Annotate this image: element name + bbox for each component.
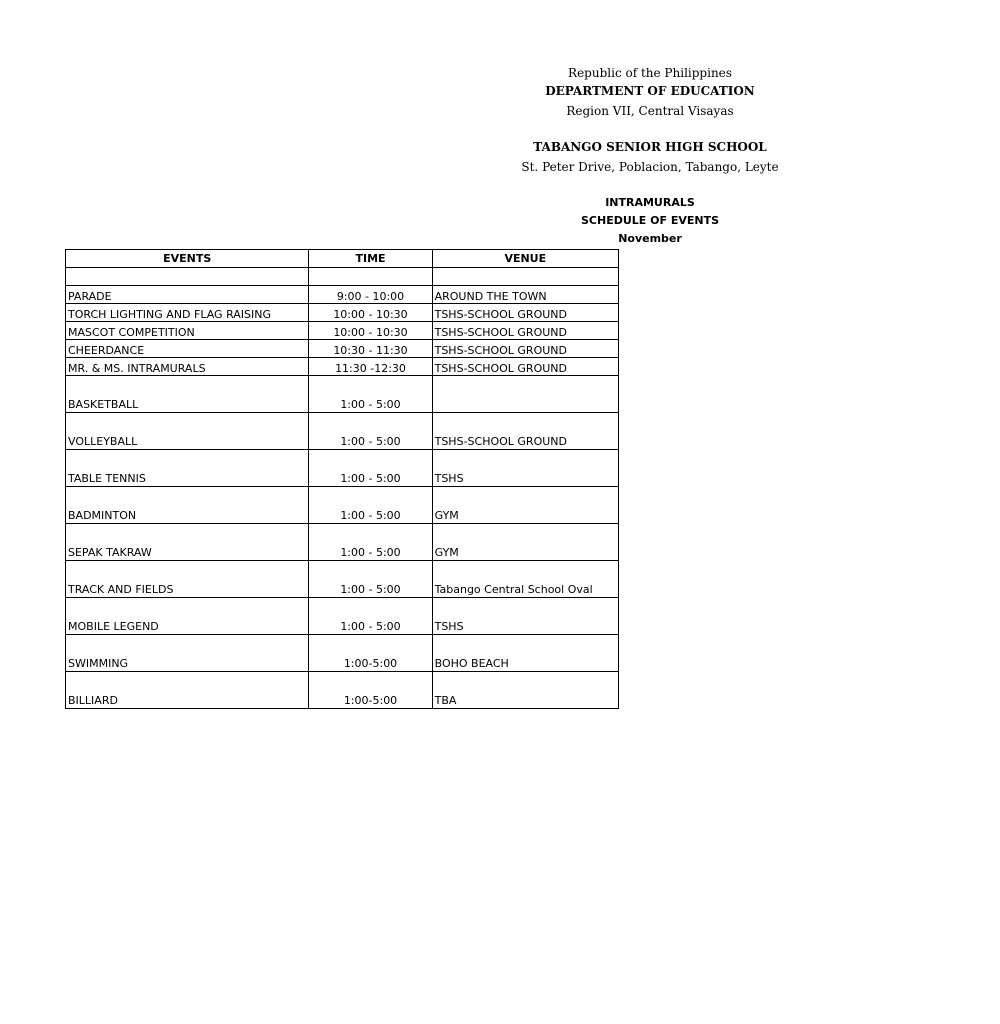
event-cell: PARADE — [66, 286, 309, 304]
time-cell: 1:00 - 5:00 — [309, 561, 432, 598]
column-header-venue: VENUE — [432, 250, 618, 268]
header-region: Region VII, Central Visayas — [566, 104, 734, 118]
venue-cell: TSHS-SCHOOL GROUND — [432, 322, 618, 340]
time-cell: 1:00 - 5:00 — [309, 598, 432, 635]
venue-cell: BOHO BEACH — [432, 635, 618, 672]
venue-cell: Tabango Central School Oval — [432, 561, 618, 598]
venue-cell — [432, 376, 618, 413]
table-row — [66, 598, 619, 635]
column-header-events: EVENTS — [66, 250, 309, 268]
event-cell: BADMINTON — [66, 487, 309, 524]
header-school-name: TABANGO SENIOR HIGH SCHOOL — [533, 140, 767, 154]
event-cell: BASKETBALL — [66, 376, 309, 413]
event-cell: MOBILE LEGEND — [66, 598, 309, 635]
header-date: November — [618, 232, 682, 245]
header-address: St. Peter Drive, Poblacion, Tabango, Leyte — [521, 160, 779, 174]
table-row — [66, 286, 619, 304]
venue-cell: TBA — [432, 672, 618, 709]
time-cell: 1:00 - 5:00 — [309, 376, 432, 413]
table-row — [66, 413, 619, 450]
time-cell: 1:00 - 5:00 — [309, 524, 432, 561]
venue-cell: TSHS-SCHOOL GROUND — [432, 413, 618, 450]
time-cell: 1:00 - 5:00 — [309, 450, 432, 487]
table-row — [66, 322, 619, 340]
table-row — [66, 304, 619, 322]
event-cell: MASCOT COMPETITION — [66, 322, 309, 340]
table-row — [66, 450, 619, 487]
table-row — [66, 672, 619, 709]
event-cell: CHEERDANCE — [66, 340, 309, 358]
table-header-row — [66, 250, 619, 268]
time-cell: 10:00 - 10:30 — [309, 304, 432, 322]
event-cell: TORCH LIGHTING AND FLAG RAISING — [66, 304, 309, 322]
header-department: DEPARTMENT OF EDUCATION — [545, 84, 755, 98]
venue-cell — [432, 268, 618, 286]
event-cell: SWIMMING — [66, 635, 309, 672]
table-row — [66, 376, 619, 413]
event-cell: MR. & MS. INTRAMURALS — [66, 358, 309, 376]
event-cell: SEPAK TAKRAW — [66, 524, 309, 561]
time-cell — [309, 268, 432, 286]
time-cell: 10:00 - 10:30 — [309, 322, 432, 340]
table-row — [66, 524, 619, 561]
table-row — [66, 340, 619, 358]
table-row — [66, 268, 619, 286]
venue-cell: GYM — [432, 524, 618, 561]
event-cell: TABLE TENNIS — [66, 450, 309, 487]
event-cell: VOLLEYBALL — [66, 413, 309, 450]
table-row — [66, 635, 619, 672]
event-cell: TRACK AND FIELDS — [66, 561, 309, 598]
venue-cell: TSHS-SCHOOL GROUND — [432, 358, 618, 376]
venue-cell: GYM — [432, 487, 618, 524]
header-event-title: INTRAMURALS — [605, 196, 695, 209]
venue-cell: TSHS — [432, 450, 618, 487]
header-republic: Republic of the Philippines — [568, 66, 732, 80]
schedule-table — [65, 249, 619, 709]
venue-cell: TSHS-SCHOOL GROUND — [432, 340, 618, 358]
column-header-time: TIME — [309, 250, 432, 268]
event-cell: BILLIARD — [66, 672, 309, 709]
table-row — [66, 358, 619, 376]
event-cell — [66, 268, 309, 286]
time-cell: 1:00-5:00 — [309, 672, 432, 709]
time-cell: 9:00 - 10:00 — [309, 286, 432, 304]
venue-cell: AROUND THE TOWN — [432, 286, 618, 304]
time-cell: 1:00-5:00 — [309, 635, 432, 672]
venue-cell: TSHS-SCHOOL GROUND — [432, 304, 618, 322]
table-row — [66, 487, 619, 524]
time-cell: 10:30 - 11:30 — [309, 340, 432, 358]
header-schedule-title: SCHEDULE OF EVENTS — [581, 214, 719, 227]
table-row — [66, 561, 619, 598]
venue-cell: TSHS — [432, 598, 618, 635]
time-cell: 11:30 -12:30 — [309, 358, 432, 376]
time-cell: 1:00 - 5:00 — [309, 487, 432, 524]
time-cell: 1:00 - 5:00 — [309, 413, 432, 450]
